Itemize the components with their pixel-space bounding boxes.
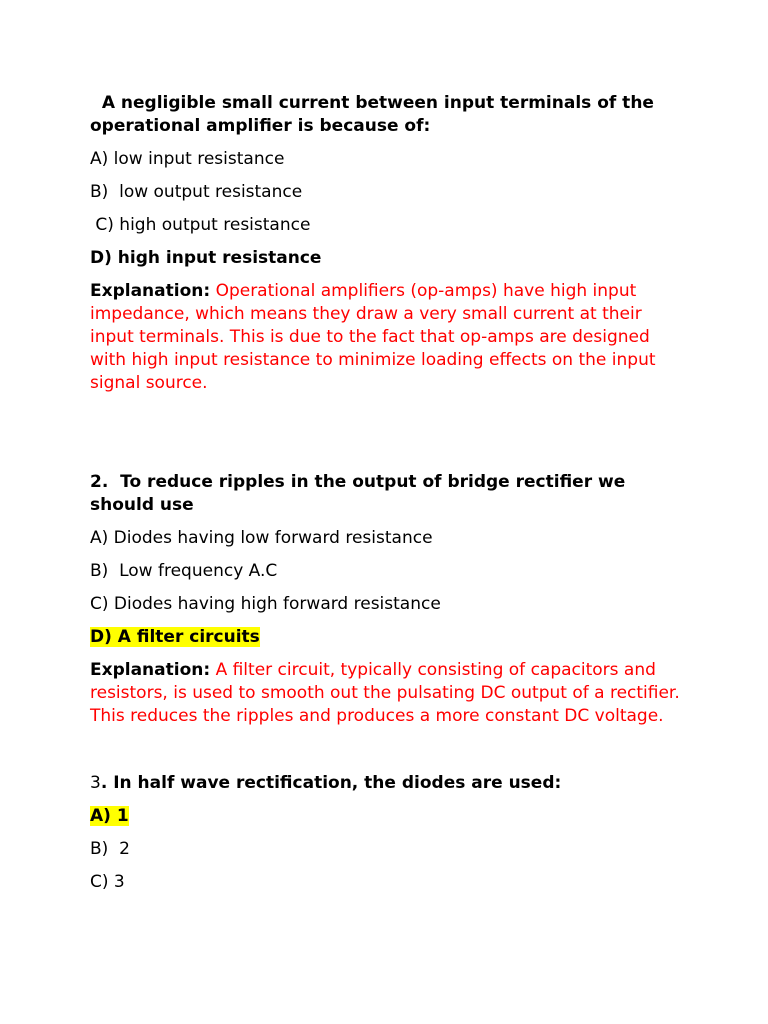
question-1-prompt: A negligible small current between input terminals of the operational amplifier is because of: bbox=[90, 93, 660, 136]
question-1-option-c: C) high output resistance bbox=[90, 215, 311, 235]
question-2-explanation bbox=[90, 659, 688, 728]
explanation-text: A filter circuit, typically consisting of capacitors and resistors, is used to smooth out the pulsating DC output of a rectifier. This reduces the ripples and produces a more constant DC voltage. bbox=[90, 660, 680, 726]
answer-highlight: A) 1 bbox=[90, 806, 129, 826]
question-3-prompt bbox=[90, 772, 688, 795]
explanation-text: Operational amplifiers (op-amps) have high input impedance, which means they draw a very small current at their input terminals. This is due to the fact that op-amps are designed with high input resistance to minimize loading effects on the input signal source. bbox=[90, 281, 656, 393]
question-3-option-c: C) 3 bbox=[90, 872, 125, 892]
question-3 bbox=[90, 772, 688, 894]
question-1-option-d-answer: D) high input resistance bbox=[90, 248, 322, 268]
question-3-number: 3 bbox=[90, 773, 101, 793]
question-3-option-a-answer bbox=[90, 805, 688, 828]
question-2 bbox=[90, 471, 688, 728]
question-2-option-c: C) Diodes having high forward resistance bbox=[90, 594, 441, 614]
question-2-option-a: A) Diodes having low forward resistance bbox=[90, 528, 433, 548]
question-1-explanation bbox=[90, 280, 688, 395]
question-3-option-b: B) 2 bbox=[90, 839, 130, 859]
question-2-option-b: B) Low frequency A.C bbox=[90, 561, 278, 581]
question-2-option-d-answer bbox=[90, 626, 688, 649]
explanation-label: Explanation: bbox=[90, 660, 211, 680]
answer-highlight: D) A filter circuits bbox=[90, 627, 260, 647]
question-3-prompt-text: . In half wave rectification, the diodes are used: bbox=[100, 773, 562, 793]
question-1-option-a: A) low input resistance bbox=[90, 149, 285, 169]
explanation-label: Explanation: bbox=[90, 281, 211, 301]
spacer bbox=[90, 728, 688, 772]
question-1-option-b: B) low output resistance bbox=[90, 182, 303, 202]
question-2-prompt: 2. To reduce ripples in the output of bridge rectifier we should use bbox=[90, 472, 632, 515]
spacer bbox=[90, 395, 688, 471]
question-1 bbox=[90, 92, 688, 395]
